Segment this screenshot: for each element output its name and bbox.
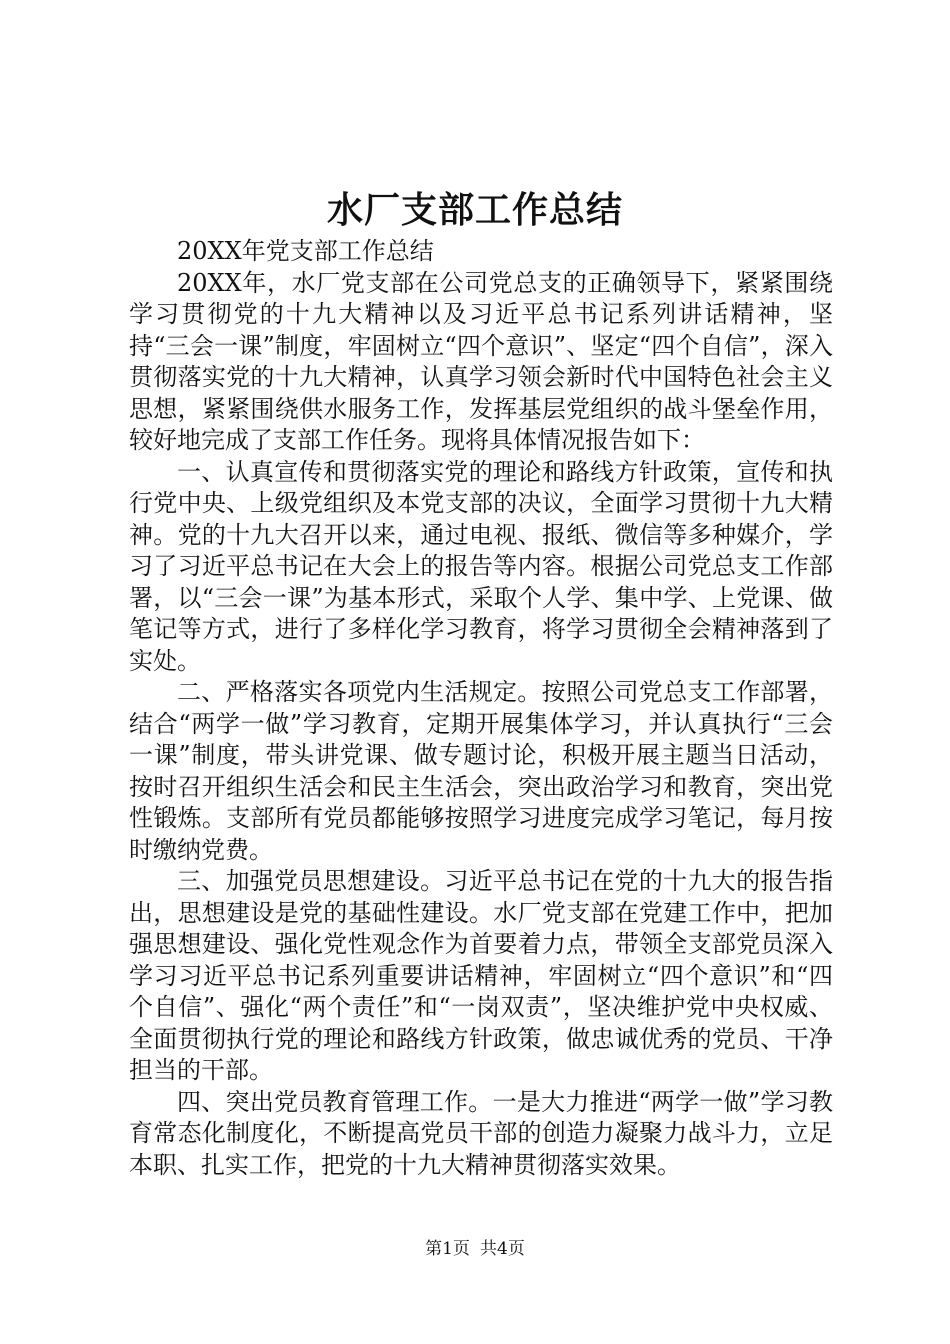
section-four-paragraph: 四、突出党员教育管理工作。一是大力推进“两学一做”学习教育常态化制度化，不断提高党员干部的创造力凝聚力战斗力，立足本职、扎实工作，把党的十九大精神贯彻落实效果。 [129,1087,833,1179]
page-number: 第1页 [425,1239,470,1259]
intro-paragraph: 20XX年，水厂党支部在公司党总支的正确领导下，紧紧围绕学习贯彻党的十九大精神以及习近平总书记系列讲话精神，坚持“三会一课”制度，牢固树立“四个意识”、坚定“四个自信”，深入贯彻落实党的十九大精神，认真学习领会新时代中国特色社会主义思想，紧紧围绕供水服务工作，发挥基层党组织的战斗堡垒作用，较好地完成了支部工作任务。现将具体情况报告如下： [129,268,833,454]
page-footer [0,1238,950,1260]
document-body [129,236,833,1181]
section-one-paragraph: 一、认真宣传和贯彻落实党的理论和路线方针政策，宣传和执行党中央、上级党组织及本党支部的决议，全面学习贯彻十九大精神。党的十九大召开以来，通过电视、报纸、微信等多种媒介，学习了习近平总书记在大会上的报告等内容。根据公司党总支工作部署，以“三会一课”为基本形式，采取个人学、集中学、上党课、做笔记等方式，进行了多样化学习教育，将学习贯彻全会精神落到了实处。 [129,457,833,675]
section-three-paragraph: 三、加强党员思想建设。习近平总书记在党的十九大的报告指出，思想建设是党的基础性建设。水厂党支部在党建工作中，把加强思想建设、强化党性观念作为首要着力点，带领全支部党员深入学习习近平总书记系列重要讲话精神，牢固树立“四个意识”和“四个自信”、强化“两个责任”和“一岗双责”，坚决维护党中央权威、全面贯彻执行党的理论和路线方针政策，做忠诚优秀的党员、干净担当的干部。 [129,867,833,1084]
subtitle-paragraph: 20XX年党支部工作总结 [177,237,434,265]
document-title: 水厂支部工作总结 [326,189,623,231]
section-two-paragraph: 二、严格落实各项党内生活规定。按照公司党总支工作部署，结合“两学一做”学习教育，定期开展集体学习，并认真执行“三会一课”制度，带头讲党课、做专题讨论，积极开展主题当日活动，按时召开组织生活会和民主生活会，突出政治学习和教育，突出党性锻炼。支部所有党员都能够按照学习进度完成学习笔记，每月按时缴纳党费。 [129,678,833,864]
page-total: 共4页 [480,1239,525,1259]
